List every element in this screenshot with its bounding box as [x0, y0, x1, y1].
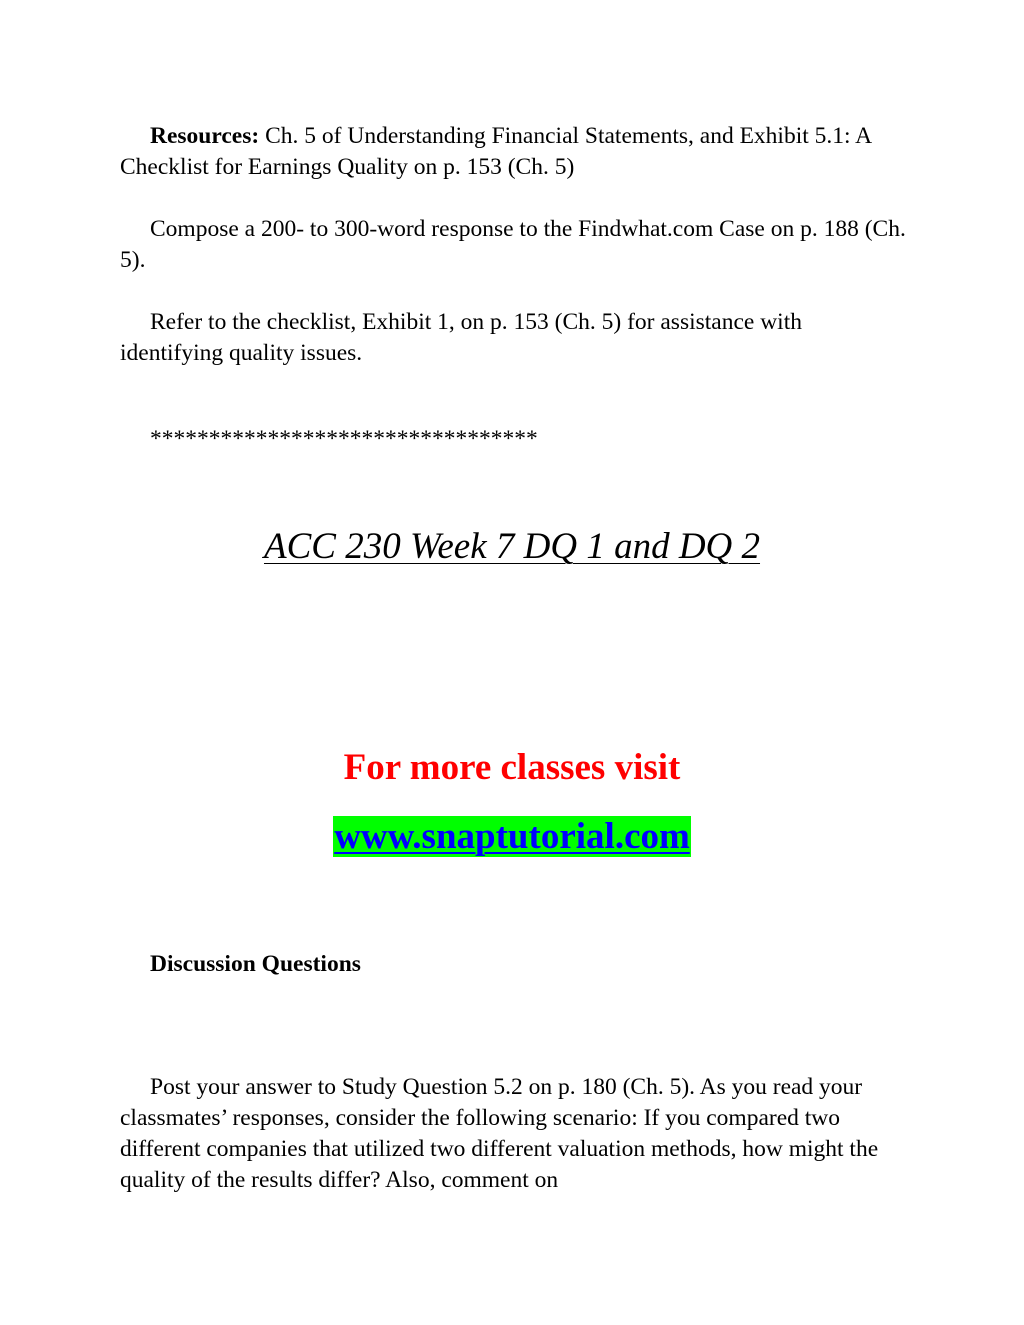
compose-paragraph — [120, 214, 910, 276]
resources-label: Resources: — [150, 123, 260, 149]
separator — [120, 424, 910, 455]
promo-heading: For more classes visit — [343, 747, 681, 788]
refer-text: Refer to the checklist, Exhibit 1, on p. 153 (Ch. 5) for assistance with identifying quality issues. — [120, 309, 802, 366]
resources-text: Ch. 5 of Understanding Financial Statements, and Exhibit 5.1: A Checklist for Earnings Quality on p. 153 (Ch. 5) — [120, 123, 871, 180]
document-title: ACC 230 Week 7 DQ 1 and DQ 2 — [263, 526, 761, 567]
promo-link[interactable]: www.snaptutorial.com — [334, 816, 690, 857]
post-text: Post your answer to Study Question 5.2 on p. 180 (Ch. 5). As you read your classmates’ responses, consider the following scenario: If you compared two different companies that utilized two different valuation methods, how might the quality of the results differ? Also, comment on — [120, 1074, 879, 1193]
resources-paragraph — [120, 121, 910, 183]
separator-text: ********************************* — [150, 426, 538, 452]
discussion-questions-heading — [120, 949, 910, 980]
promo-link-container — [0, 811, 1024, 863]
refer-paragraph — [120, 307, 910, 369]
discussion-heading-text: Discussion Questions — [150, 951, 361, 977]
compose-text: Compose a 200- to 300-word response to the Findwhat.com Case on p. 188 (Ch. 5). — [120, 216, 906, 273]
post-paragraph — [120, 1072, 910, 1196]
